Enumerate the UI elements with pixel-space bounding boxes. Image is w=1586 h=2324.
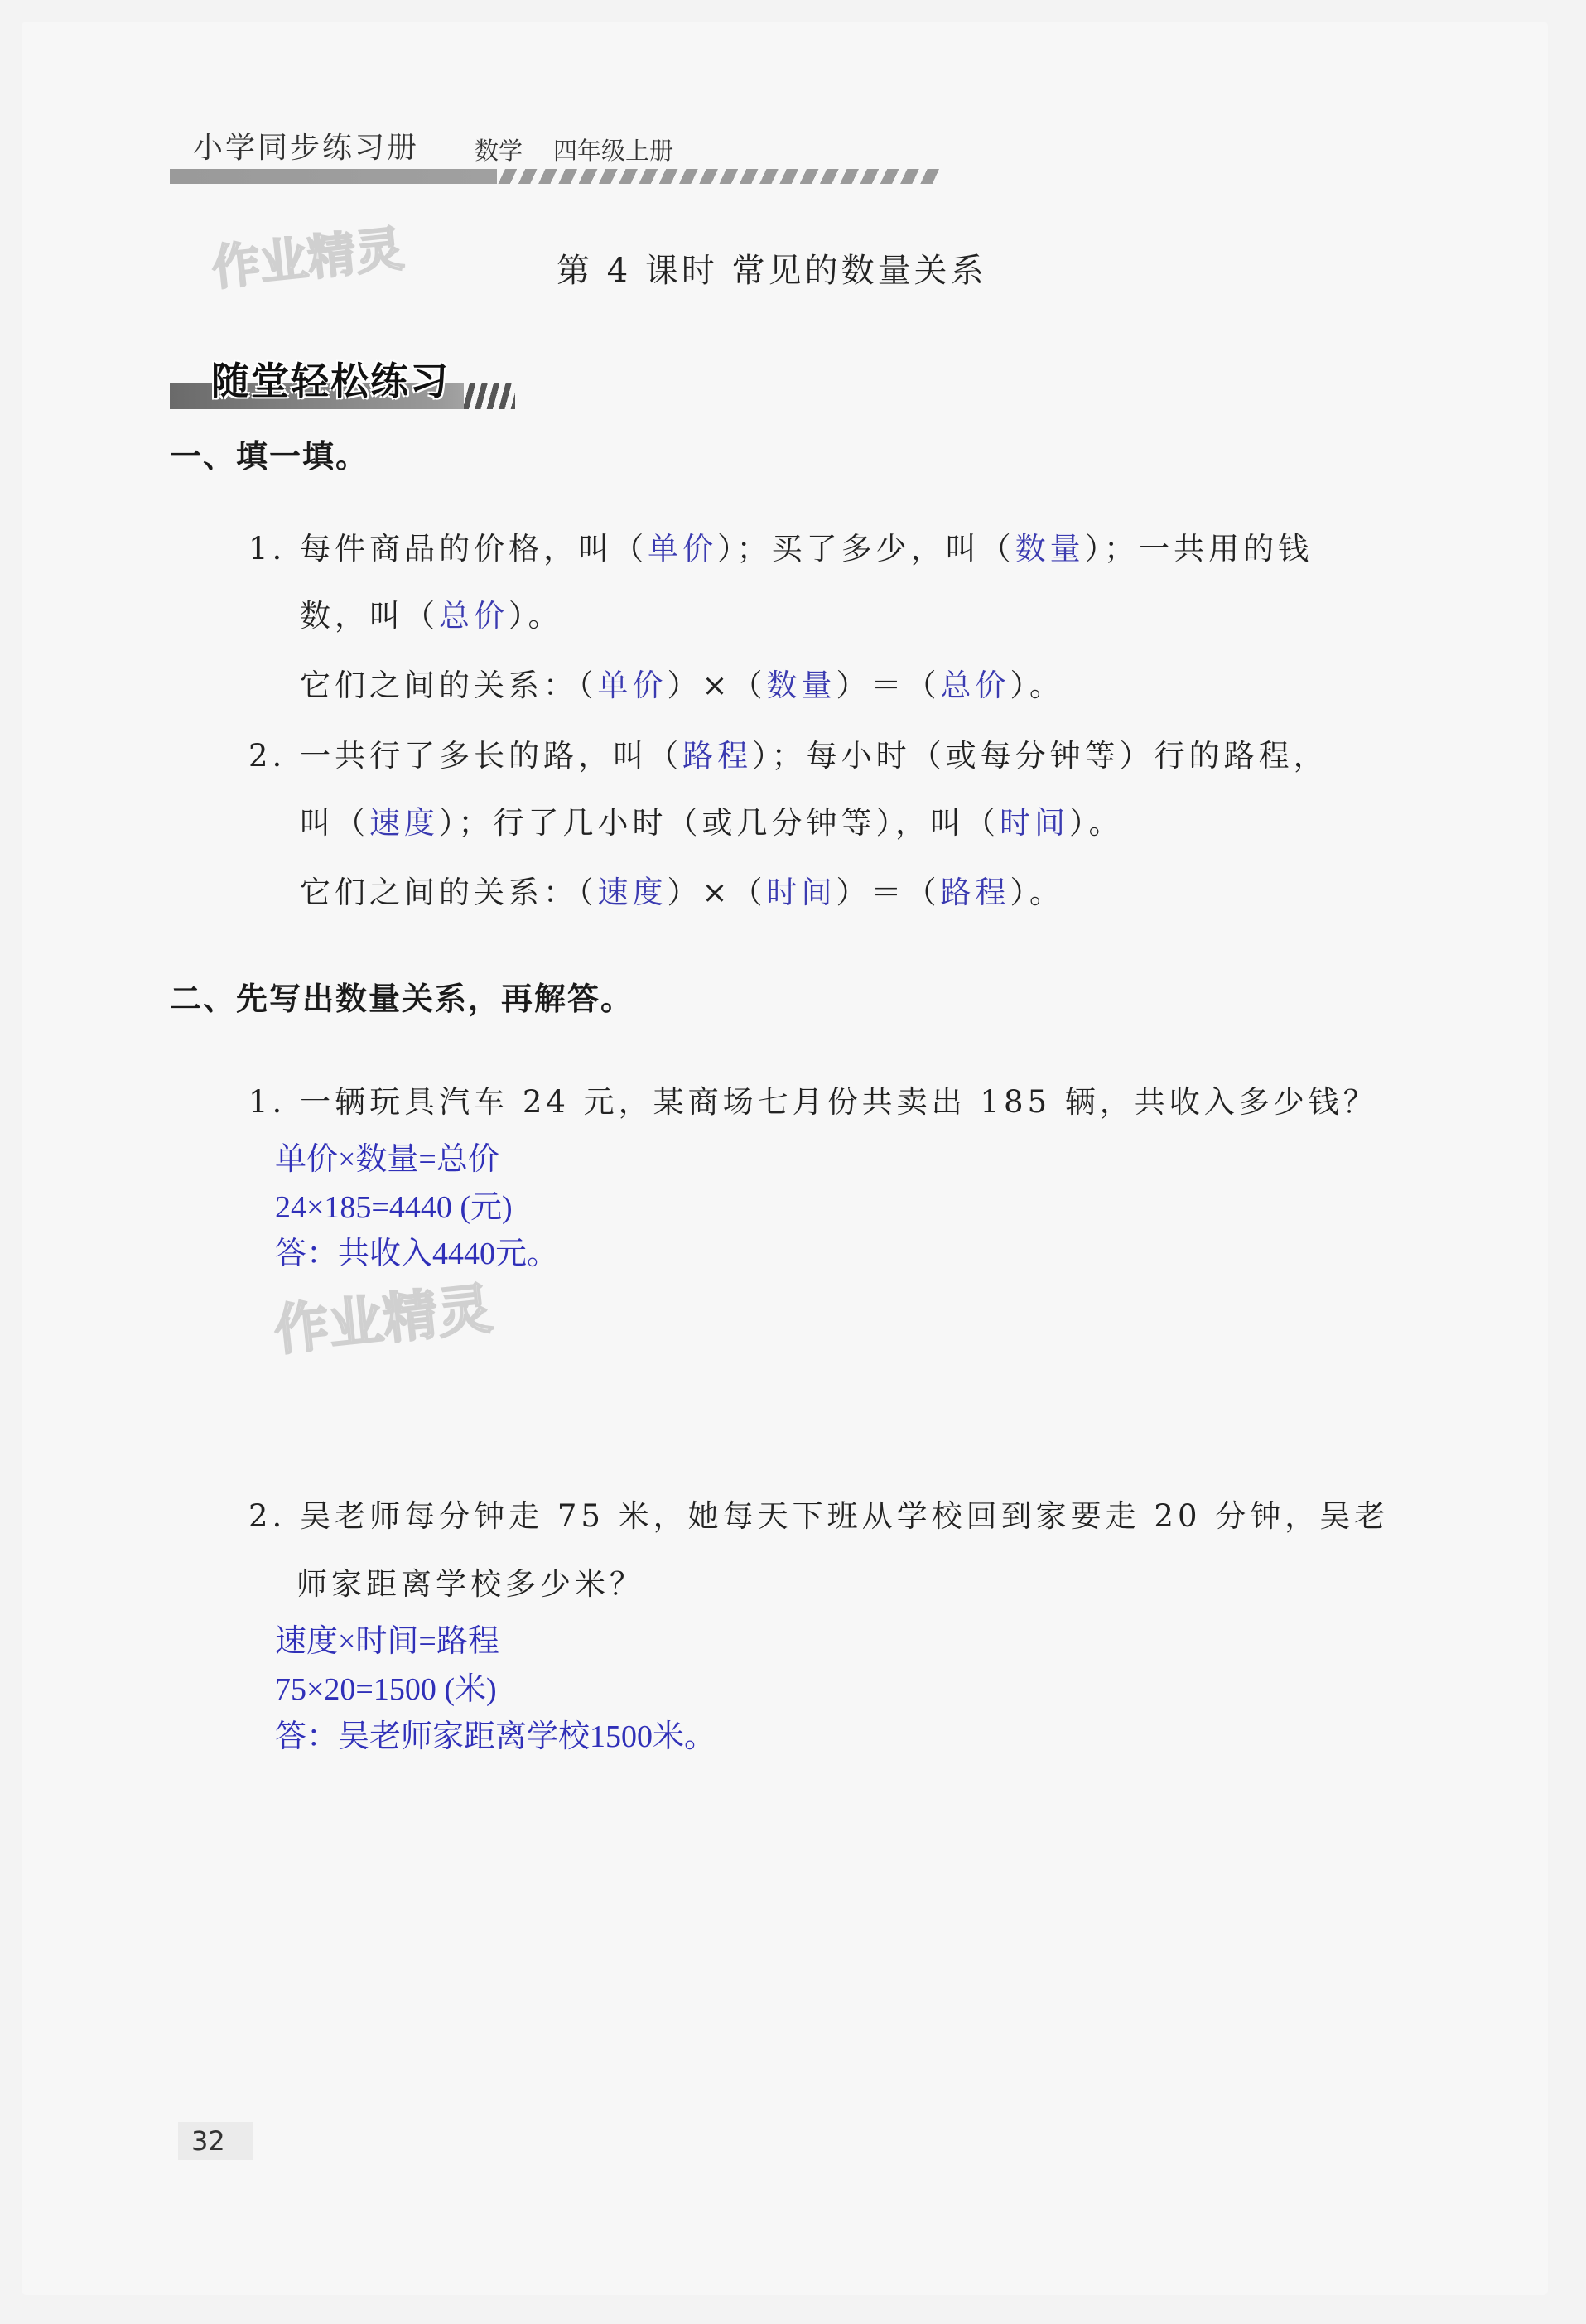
watermark-top: 作业精灵	[209, 220, 407, 297]
s1-q2-rel-text: ）＝（	[836, 875, 941, 910]
relation-speed: 速度	[597, 875, 668, 910]
banner-stripes	[464, 383, 515, 409]
relation-distance: 路程	[940, 875, 1010, 910]
s2-q1-answer-relation: 单价×数量=总价	[275, 1142, 499, 1177]
section2-heading: 二、先写出数量关系，再解答。	[170, 981, 634, 1017]
s1-q2-text: ）；每小时（或每分钟等）行的路程，	[752, 738, 1328, 774]
section-banner: 随堂轻松练习	[211, 359, 450, 403]
answer-unit-price: 单价	[648, 531, 718, 567]
relation-time: 时间	[766, 875, 836, 910]
s1-q1-num: 1.	[248, 531, 287, 567]
s2-q2-answer-relation: 速度×时间=路程	[275, 1624, 499, 1659]
s1-q2-num: 2.	[248, 738, 287, 774]
s1-q1-line2	[300, 591, 563, 635]
lesson-title: 第 4 课时 常见的数量关系	[557, 252, 987, 290]
s1-q2-text: ）。	[1069, 805, 1124, 841]
subject-label: 数学	[475, 137, 523, 165]
s1-q1-text: 数，叫（	[300, 598, 439, 634]
section1-heading: 一、填一填。	[170, 438, 369, 475]
s1-q2-rel-text: ）×（	[667, 875, 767, 910]
s1-q2-line1	[248, 730, 1328, 775]
s1-q2-line2	[300, 798, 1124, 842]
answer-speed: 速度	[369, 805, 439, 841]
s1-q1-text: ）；一共用的钱	[1084, 531, 1314, 567]
relation-total-price: 总价	[940, 668, 1010, 703]
grade-label: 四年级上册	[553, 137, 674, 165]
s2-q1-answer-calc: 24×185=4440 (元)	[275, 1190, 513, 1225]
s1-q1-line1	[248, 523, 1313, 568]
s1-q2-text: ）；行了几小时（或几分钟等），叫（	[439, 805, 1000, 841]
s1-q2-rel-text: 它们之间的关系：（	[300, 875, 598, 910]
s1-q2-text: 一共行了多长的路，叫（	[300, 738, 683, 774]
s2-q2-answer-final: 答：吴老师家距离学校1500米。	[275, 1719, 716, 1754]
answer-distance: 路程	[682, 738, 753, 774]
s1-q1-rel-text: 它们之间的关系：（	[300, 668, 598, 703]
s2-q2-answer-calc: 75×20=1500 (米)	[275, 1672, 497, 1707]
relation-unit-price: 单价	[597, 668, 668, 703]
s2-q1-answer-final: 答：共收入4440元。	[275, 1237, 559, 1271]
answer-total-price: 总价	[439, 598, 509, 634]
s1-q1-rel-text: ）。	[1010, 668, 1065, 703]
s1-q1-text: ）；买了多少，叫（	[717, 531, 1015, 567]
s1-q1-text: ）。	[509, 598, 563, 634]
s1-q2-relation	[300, 867, 1064, 912]
answer-quantity: 数量	[1015, 531, 1085, 567]
s1-q1-rel-text: ）×（	[667, 668, 767, 703]
s1-q2-rel-text: ）。	[1010, 875, 1065, 910]
page-number-box	[178, 2122, 253, 2160]
s2-q1-text: 1. 一辆玩具汽车 24 元，某商场七月份共卖出 185 辆，共收入多少钱？	[248, 1084, 1378, 1120]
s2-q2-text-line1: 2. 吴老师每分钟走 75 米，她每天下班从学校回到家要走 20 分钟，吴老	[248, 1498, 1390, 1534]
page-number: 32	[191, 2125, 225, 2157]
s2-q2-text-line2: 师家距离学校多少米？	[296, 1566, 644, 1602]
s1-q1-text: 每件商品的价格，叫（	[300, 531, 648, 567]
s1-q1-relation	[300, 660, 1064, 705]
book-title: 小学同步练习册	[193, 131, 420, 165]
header-divider-stripes	[497, 169, 940, 184]
relation-quantity: 数量	[766, 668, 836, 703]
s1-q2-text: 叫（	[300, 805, 369, 841]
s1-q1-rel-text: ）＝（	[836, 668, 941, 703]
watermark-middle: 作业精灵	[271, 1276, 495, 1363]
answer-time: 时间	[1000, 805, 1069, 841]
